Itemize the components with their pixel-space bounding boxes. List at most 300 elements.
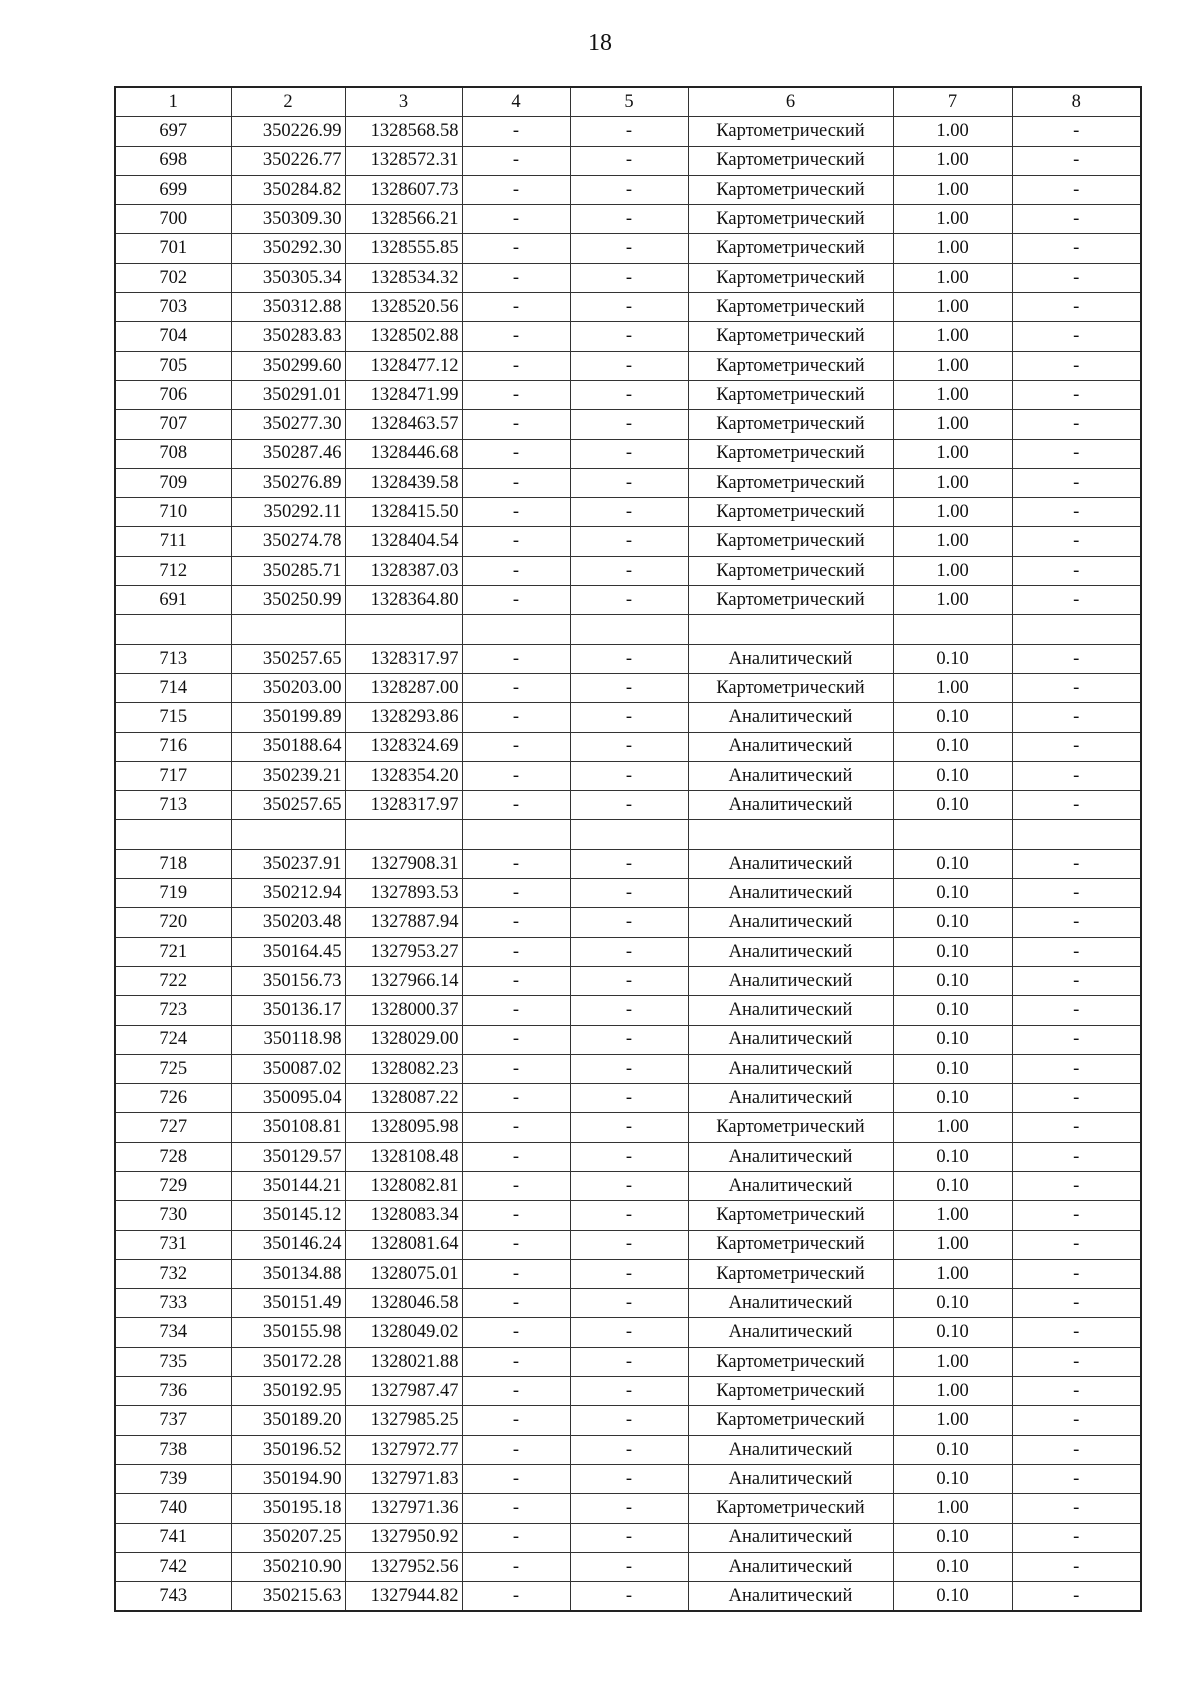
column-5-cell: - [570, 586, 688, 615]
method-cell: Картометрический [688, 117, 893, 146]
y-coordinate-cell: 1328000.37 [345, 996, 462, 1025]
column-5-cell: - [570, 498, 688, 527]
method-cell: Аналитический [688, 937, 893, 966]
column-5-cell: - [570, 1201, 688, 1230]
method-cell: Аналитический [688, 791, 893, 820]
table-row [115, 1084, 1141, 1113]
y-coordinate-cell: 1327908.31 [345, 849, 462, 878]
point-number-cell: 735 [115, 1347, 231, 1376]
column-4-cell: - [462, 293, 570, 322]
x-coordinate-cell: 350155.98 [231, 1318, 345, 1347]
x-coordinate-cell: 350095.04 [231, 1084, 345, 1113]
column-8-cell: - [1012, 175, 1141, 204]
method-cell: Картометрический [688, 439, 893, 468]
point-number-cell: 724 [115, 1025, 231, 1054]
accuracy-cell: 0.10 [893, 1582, 1012, 1612]
x-coordinate-cell: 350226.77 [231, 146, 345, 175]
column-4-cell: - [462, 1347, 570, 1376]
accuracy-cell: 0.10 [893, 1318, 1012, 1347]
column-4-cell: - [462, 410, 570, 439]
x-coordinate-cell: 350292.30 [231, 234, 345, 263]
method-cell: Аналитический [688, 996, 893, 1025]
method-cell: Аналитический [688, 703, 893, 732]
x-coordinate-cell: 350136.17 [231, 996, 345, 1025]
y-coordinate-cell: 1328354.20 [345, 761, 462, 790]
table-row [115, 791, 1141, 820]
column-8-cell: - [1012, 1552, 1141, 1581]
point-number-cell: 701 [115, 234, 231, 263]
point-number-cell: 717 [115, 761, 231, 790]
column-8-cell: - [1012, 791, 1141, 820]
column-header-4: 4 [462, 87, 570, 117]
point-number-cell: 741 [115, 1523, 231, 1552]
column-5-cell: - [570, 732, 688, 761]
column-5-cell [570, 820, 688, 849]
column-8-cell: - [1012, 908, 1141, 937]
column-4-cell: - [462, 439, 570, 468]
column-4-cell: - [462, 351, 570, 380]
column-4-cell: - [462, 1523, 570, 1552]
column-5-cell: - [570, 263, 688, 292]
column-5-cell: - [570, 1406, 688, 1435]
column-4-cell: - [462, 791, 570, 820]
column-header-6: 6 [688, 87, 893, 117]
column-5-cell: - [570, 322, 688, 351]
y-coordinate-cell [345, 820, 462, 849]
column-8-cell: - [1012, 498, 1141, 527]
table-row [115, 498, 1141, 527]
x-coordinate-cell: 350277.30 [231, 410, 345, 439]
table-row [115, 1582, 1141, 1612]
method-cell: Картометрический [688, 673, 893, 702]
point-number-cell: 691 [115, 586, 231, 615]
point-number-cell: 713 [115, 791, 231, 820]
table-row [115, 322, 1141, 351]
separator-row [115, 820, 1141, 849]
accuracy-cell: 1.00 [893, 380, 1012, 409]
column-4-cell: - [462, 1259, 570, 1288]
x-coordinate-cell [231, 820, 345, 849]
column-4-cell: - [462, 908, 570, 937]
x-coordinate-cell: 350108.81 [231, 1113, 345, 1142]
method-cell: Аналитический [688, 1142, 893, 1171]
column-8-cell: - [1012, 1582, 1141, 1612]
point-number-cell: 722 [115, 966, 231, 995]
accuracy-cell: 1.00 [893, 410, 1012, 439]
x-coordinate-cell: 350257.65 [231, 791, 345, 820]
accuracy-cell [893, 615, 1012, 644]
y-coordinate-cell: 1328083.34 [345, 1201, 462, 1230]
y-coordinate-cell: 1328404.54 [345, 527, 462, 556]
x-coordinate-cell: 350134.88 [231, 1259, 345, 1288]
column-8-cell: - [1012, 468, 1141, 497]
table-row [115, 146, 1141, 175]
point-number-cell: 723 [115, 996, 231, 1025]
column-5-cell: - [570, 1025, 688, 1054]
y-coordinate-cell: 1328108.48 [345, 1142, 462, 1171]
column-8-cell: - [1012, 1464, 1141, 1493]
point-number-cell: 737 [115, 1406, 231, 1435]
column-4-cell: - [462, 1113, 570, 1142]
method-cell: Аналитический [688, 1464, 893, 1493]
table-row [115, 1025, 1141, 1054]
table-row [115, 468, 1141, 497]
point-number-cell: 699 [115, 175, 231, 204]
method-cell: Аналитический [688, 1054, 893, 1083]
x-coordinate-cell: 350210.90 [231, 1552, 345, 1581]
x-coordinate-cell: 350203.48 [231, 908, 345, 937]
x-coordinate-cell: 350172.28 [231, 1347, 345, 1376]
column-4-cell: - [462, 234, 570, 263]
column-5-cell: - [570, 468, 688, 497]
x-coordinate-cell: 350285.71 [231, 556, 345, 585]
method-cell: Картометрический [688, 527, 893, 556]
column-8-cell: - [1012, 937, 1141, 966]
x-coordinate-cell: 350292.11 [231, 498, 345, 527]
table-row [115, 1494, 1141, 1523]
point-number-cell: 742 [115, 1552, 231, 1581]
table-row [115, 234, 1141, 263]
column-5-cell: - [570, 1435, 688, 1464]
y-coordinate-cell: 1328046.58 [345, 1289, 462, 1318]
column-8-cell: - [1012, 205, 1141, 234]
column-5-cell: - [570, 996, 688, 1025]
table-row [115, 175, 1141, 204]
table-row [115, 1406, 1141, 1435]
point-number-cell: 720 [115, 908, 231, 937]
x-coordinate-cell: 350164.45 [231, 937, 345, 966]
point-number-cell: 710 [115, 498, 231, 527]
x-coordinate-cell: 350194.90 [231, 1464, 345, 1493]
accuracy-cell: 1.00 [893, 673, 1012, 702]
x-coordinate-cell: 350312.88 [231, 293, 345, 322]
x-coordinate-cell: 350188.64 [231, 732, 345, 761]
accuracy-cell: 0.10 [893, 1552, 1012, 1581]
accuracy-cell: 1.00 [893, 586, 1012, 615]
y-coordinate-cell: 1328287.00 [345, 673, 462, 702]
column-8-cell: - [1012, 1113, 1141, 1142]
table-row [115, 703, 1141, 732]
table-row [115, 410, 1141, 439]
method-cell: Аналитический [688, 1523, 893, 1552]
point-number-cell: 728 [115, 1142, 231, 1171]
accuracy-cell: 1.00 [893, 205, 1012, 234]
accuracy-cell: 1.00 [893, 351, 1012, 380]
accuracy-cell: 1.00 [893, 527, 1012, 556]
y-coordinate-cell: 1328446.68 [345, 439, 462, 468]
accuracy-cell: 1.00 [893, 468, 1012, 497]
table-row [115, 263, 1141, 292]
accuracy-cell: 1.00 [893, 498, 1012, 527]
y-coordinate-cell: 1327987.47 [345, 1377, 462, 1406]
column-5-cell: - [570, 908, 688, 937]
x-coordinate-cell: 350196.52 [231, 1435, 345, 1464]
accuracy-cell: 1.00 [893, 293, 1012, 322]
table-row [115, 1318, 1141, 1347]
method-cell: Аналитический [688, 1318, 893, 1347]
table-row [115, 1289, 1141, 1318]
column-5-cell: - [570, 966, 688, 995]
x-coordinate-cell: 350276.89 [231, 468, 345, 497]
point-number-cell: 705 [115, 351, 231, 380]
table-row [115, 966, 1141, 995]
column-4-cell: - [462, 1025, 570, 1054]
y-coordinate-cell: 1328317.97 [345, 644, 462, 673]
accuracy-cell: 0.10 [893, 937, 1012, 966]
column-5-cell: - [570, 1523, 688, 1552]
y-coordinate-cell: 1327893.53 [345, 879, 462, 908]
y-coordinate-cell: 1328082.23 [345, 1054, 462, 1083]
column-8-cell: - [1012, 644, 1141, 673]
point-number-cell: 725 [115, 1054, 231, 1083]
accuracy-cell: 1.00 [893, 234, 1012, 263]
column-4-cell: - [462, 175, 570, 204]
method-cell: Аналитический [688, 761, 893, 790]
column-8-cell: - [1012, 1171, 1141, 1200]
table-row [115, 937, 1141, 966]
table-row [115, 1142, 1141, 1171]
point-number-cell: 708 [115, 439, 231, 468]
accuracy-cell: 0.10 [893, 1289, 1012, 1318]
point-number-cell: 713 [115, 644, 231, 673]
accuracy-cell: 0.10 [893, 966, 1012, 995]
method-cell: Картометрический [688, 1494, 893, 1523]
method-cell: Аналитический [688, 1025, 893, 1054]
x-coordinate-cell: 350212.94 [231, 879, 345, 908]
table-row [115, 996, 1141, 1025]
x-coordinate-cell: 350203.00 [231, 673, 345, 702]
point-number-cell: 740 [115, 1494, 231, 1523]
y-coordinate-cell: 1327944.82 [345, 1582, 462, 1612]
column-5-cell: - [570, 673, 688, 702]
method-cell: Картометрический [688, 498, 893, 527]
accuracy-cell: 0.10 [893, 849, 1012, 878]
point-number-cell: 727 [115, 1113, 231, 1142]
column-8-cell: - [1012, 1054, 1141, 1083]
x-coordinate-cell: 350309.30 [231, 205, 345, 234]
column-5-cell: - [570, 234, 688, 263]
column-5-cell: - [570, 1582, 688, 1612]
accuracy-cell: 0.10 [893, 1025, 1012, 1054]
column-header-3: 3 [345, 87, 462, 117]
column-4-cell [462, 615, 570, 644]
method-cell: Картометрический [688, 556, 893, 585]
column-8-cell: - [1012, 556, 1141, 585]
column-5-cell: - [570, 439, 688, 468]
column-4-cell: - [462, 263, 570, 292]
table-row [115, 1464, 1141, 1493]
accuracy-cell: 0.10 [893, 791, 1012, 820]
method-cell: Картометрический [688, 205, 893, 234]
column-5-cell: - [570, 175, 688, 204]
column-5-cell: - [570, 849, 688, 878]
column-5-cell: - [570, 1171, 688, 1200]
column-header-8: 8 [1012, 87, 1141, 117]
x-coordinate-cell: 350237.91 [231, 849, 345, 878]
x-coordinate-cell: 350291.01 [231, 380, 345, 409]
x-coordinate-cell: 350215.63 [231, 1582, 345, 1612]
method-cell: Картометрический [688, 234, 893, 263]
x-coordinate-cell: 350199.89 [231, 703, 345, 732]
column-4-cell: - [462, 1464, 570, 1493]
column-5-cell: - [570, 1142, 688, 1171]
column-4-cell: - [462, 673, 570, 702]
column-5-cell: - [570, 879, 688, 908]
accuracy-cell: 1.00 [893, 1259, 1012, 1288]
y-coordinate-cell: 1328555.85 [345, 234, 462, 263]
method-cell [688, 820, 893, 849]
column-8-cell: - [1012, 673, 1141, 702]
column-5-cell: - [570, 1084, 688, 1113]
point-number-cell: 738 [115, 1435, 231, 1464]
column-8-cell: - [1012, 1523, 1141, 1552]
method-cell: Картометрический [688, 322, 893, 351]
column-4-cell: - [462, 849, 570, 878]
column-8-cell: - [1012, 1377, 1141, 1406]
column-8-cell: - [1012, 1289, 1141, 1318]
coordinates-table [114, 86, 1142, 1612]
y-coordinate-cell: 1327952.56 [345, 1552, 462, 1581]
column-4-cell: - [462, 879, 570, 908]
x-coordinate-cell: 350299.60 [231, 351, 345, 380]
column-8-cell: - [1012, 527, 1141, 556]
x-coordinate-cell: 350274.78 [231, 527, 345, 556]
x-coordinate-cell: 350151.49 [231, 1289, 345, 1318]
accuracy-cell [893, 820, 1012, 849]
method-cell [688, 615, 893, 644]
column-5-cell: - [570, 1552, 688, 1581]
y-coordinate-cell: 1328439.58 [345, 468, 462, 497]
column-8-cell: - [1012, 263, 1141, 292]
column-5-cell: - [570, 205, 688, 234]
column-4-cell: - [462, 1435, 570, 1464]
x-coordinate-cell: 350189.20 [231, 1406, 345, 1435]
column-4-cell: - [462, 117, 570, 146]
method-cell: Аналитический [688, 879, 893, 908]
column-8-cell: - [1012, 146, 1141, 175]
method-cell: Картометрический [688, 1259, 893, 1288]
column-8-cell: - [1012, 1435, 1141, 1464]
column-8-cell: - [1012, 1347, 1141, 1376]
column-8-cell: - [1012, 117, 1141, 146]
point-number-cell: 721 [115, 937, 231, 966]
accuracy-cell: 1.00 [893, 1230, 1012, 1259]
x-coordinate-cell: 350284.82 [231, 175, 345, 204]
point-number-cell: 743 [115, 1582, 231, 1612]
y-coordinate-cell: 1327971.83 [345, 1464, 462, 1493]
method-cell: Картометрический [688, 293, 893, 322]
table-row [115, 293, 1141, 322]
accuracy-cell: 1.00 [893, 439, 1012, 468]
accuracy-cell: 1.00 [893, 1201, 1012, 1230]
column-header-7: 7 [893, 87, 1012, 117]
accuracy-cell: 1.00 [893, 175, 1012, 204]
point-number-cell: 711 [115, 527, 231, 556]
accuracy-cell: 0.10 [893, 1142, 1012, 1171]
column-5-cell: - [570, 380, 688, 409]
point-number-cell: 704 [115, 322, 231, 351]
column-4-cell: - [462, 1406, 570, 1435]
x-coordinate-cell: 350145.12 [231, 1201, 345, 1230]
point-number-cell: 734 [115, 1318, 231, 1347]
column-8-cell: - [1012, 1084, 1141, 1113]
column-4-cell: - [462, 1552, 570, 1581]
accuracy-cell: 1.00 [893, 556, 1012, 585]
point-number-cell: 733 [115, 1289, 231, 1318]
table-row [115, 673, 1141, 702]
method-cell: Картометрический [688, 175, 893, 204]
accuracy-cell: 0.10 [893, 996, 1012, 1025]
separator-row [115, 615, 1141, 644]
y-coordinate-cell: 1328082.81 [345, 1171, 462, 1200]
column-5-cell: - [570, 1230, 688, 1259]
accuracy-cell: 1.00 [893, 1377, 1012, 1406]
method-cell: Аналитический [688, 1171, 893, 1200]
y-coordinate-cell: 1327972.77 [345, 1435, 462, 1464]
column-4-cell: - [462, 1377, 570, 1406]
x-coordinate-cell: 350087.02 [231, 1054, 345, 1083]
table-row [115, 1377, 1141, 1406]
accuracy-cell: 0.10 [893, 1435, 1012, 1464]
accuracy-cell: 1.00 [893, 1406, 1012, 1435]
column-8-cell: - [1012, 439, 1141, 468]
column-4-cell: - [462, 556, 570, 585]
y-coordinate-cell: 1328607.73 [345, 175, 462, 204]
column-4-cell: - [462, 732, 570, 761]
column-5-cell: - [570, 703, 688, 732]
page-number: 18 [588, 30, 612, 56]
column-8-cell: - [1012, 1201, 1141, 1230]
y-coordinate-cell: 1328387.03 [345, 556, 462, 585]
table-row [115, 439, 1141, 468]
column-4-cell: - [462, 586, 570, 615]
point-number-cell [115, 820, 231, 849]
column-8-cell: - [1012, 966, 1141, 995]
column-4-cell: - [462, 322, 570, 351]
method-cell: Картометрический [688, 146, 893, 175]
y-coordinate-cell: 1327887.94 [345, 908, 462, 937]
column-5-cell: - [570, 1494, 688, 1523]
column-4-cell: - [462, 761, 570, 790]
accuracy-cell: 0.10 [893, 732, 1012, 761]
point-number-cell: 709 [115, 468, 231, 497]
method-cell: Картометрический [688, 1406, 893, 1435]
y-coordinate-cell: 1328324.69 [345, 732, 462, 761]
method-cell: Аналитический [688, 966, 893, 995]
accuracy-cell: 0.10 [893, 1464, 1012, 1493]
x-coordinate-cell: 350129.57 [231, 1142, 345, 1171]
column-8-cell: - [1012, 879, 1141, 908]
column-header-1: 1 [115, 87, 231, 117]
y-coordinate-cell: 1327953.27 [345, 937, 462, 966]
y-coordinate-cell: 1328572.31 [345, 146, 462, 175]
accuracy-cell: 0.10 [893, 1084, 1012, 1113]
column-8-cell [1012, 615, 1141, 644]
column-5-cell: - [570, 1377, 688, 1406]
accuracy-cell: 0.10 [893, 1054, 1012, 1083]
y-coordinate-cell: 1328364.80 [345, 586, 462, 615]
y-coordinate-cell: 1328534.32 [345, 263, 462, 292]
column-4-cell: - [462, 527, 570, 556]
table-header-row [115, 87, 1141, 117]
accuracy-cell: 0.10 [893, 703, 1012, 732]
accuracy-cell: 1.00 [893, 1494, 1012, 1523]
accuracy-cell: 1.00 [893, 117, 1012, 146]
table-row [115, 586, 1141, 615]
y-coordinate-cell: 1328477.12 [345, 351, 462, 380]
point-number-cell: 736 [115, 1377, 231, 1406]
column-8-cell: - [1012, 1142, 1141, 1171]
